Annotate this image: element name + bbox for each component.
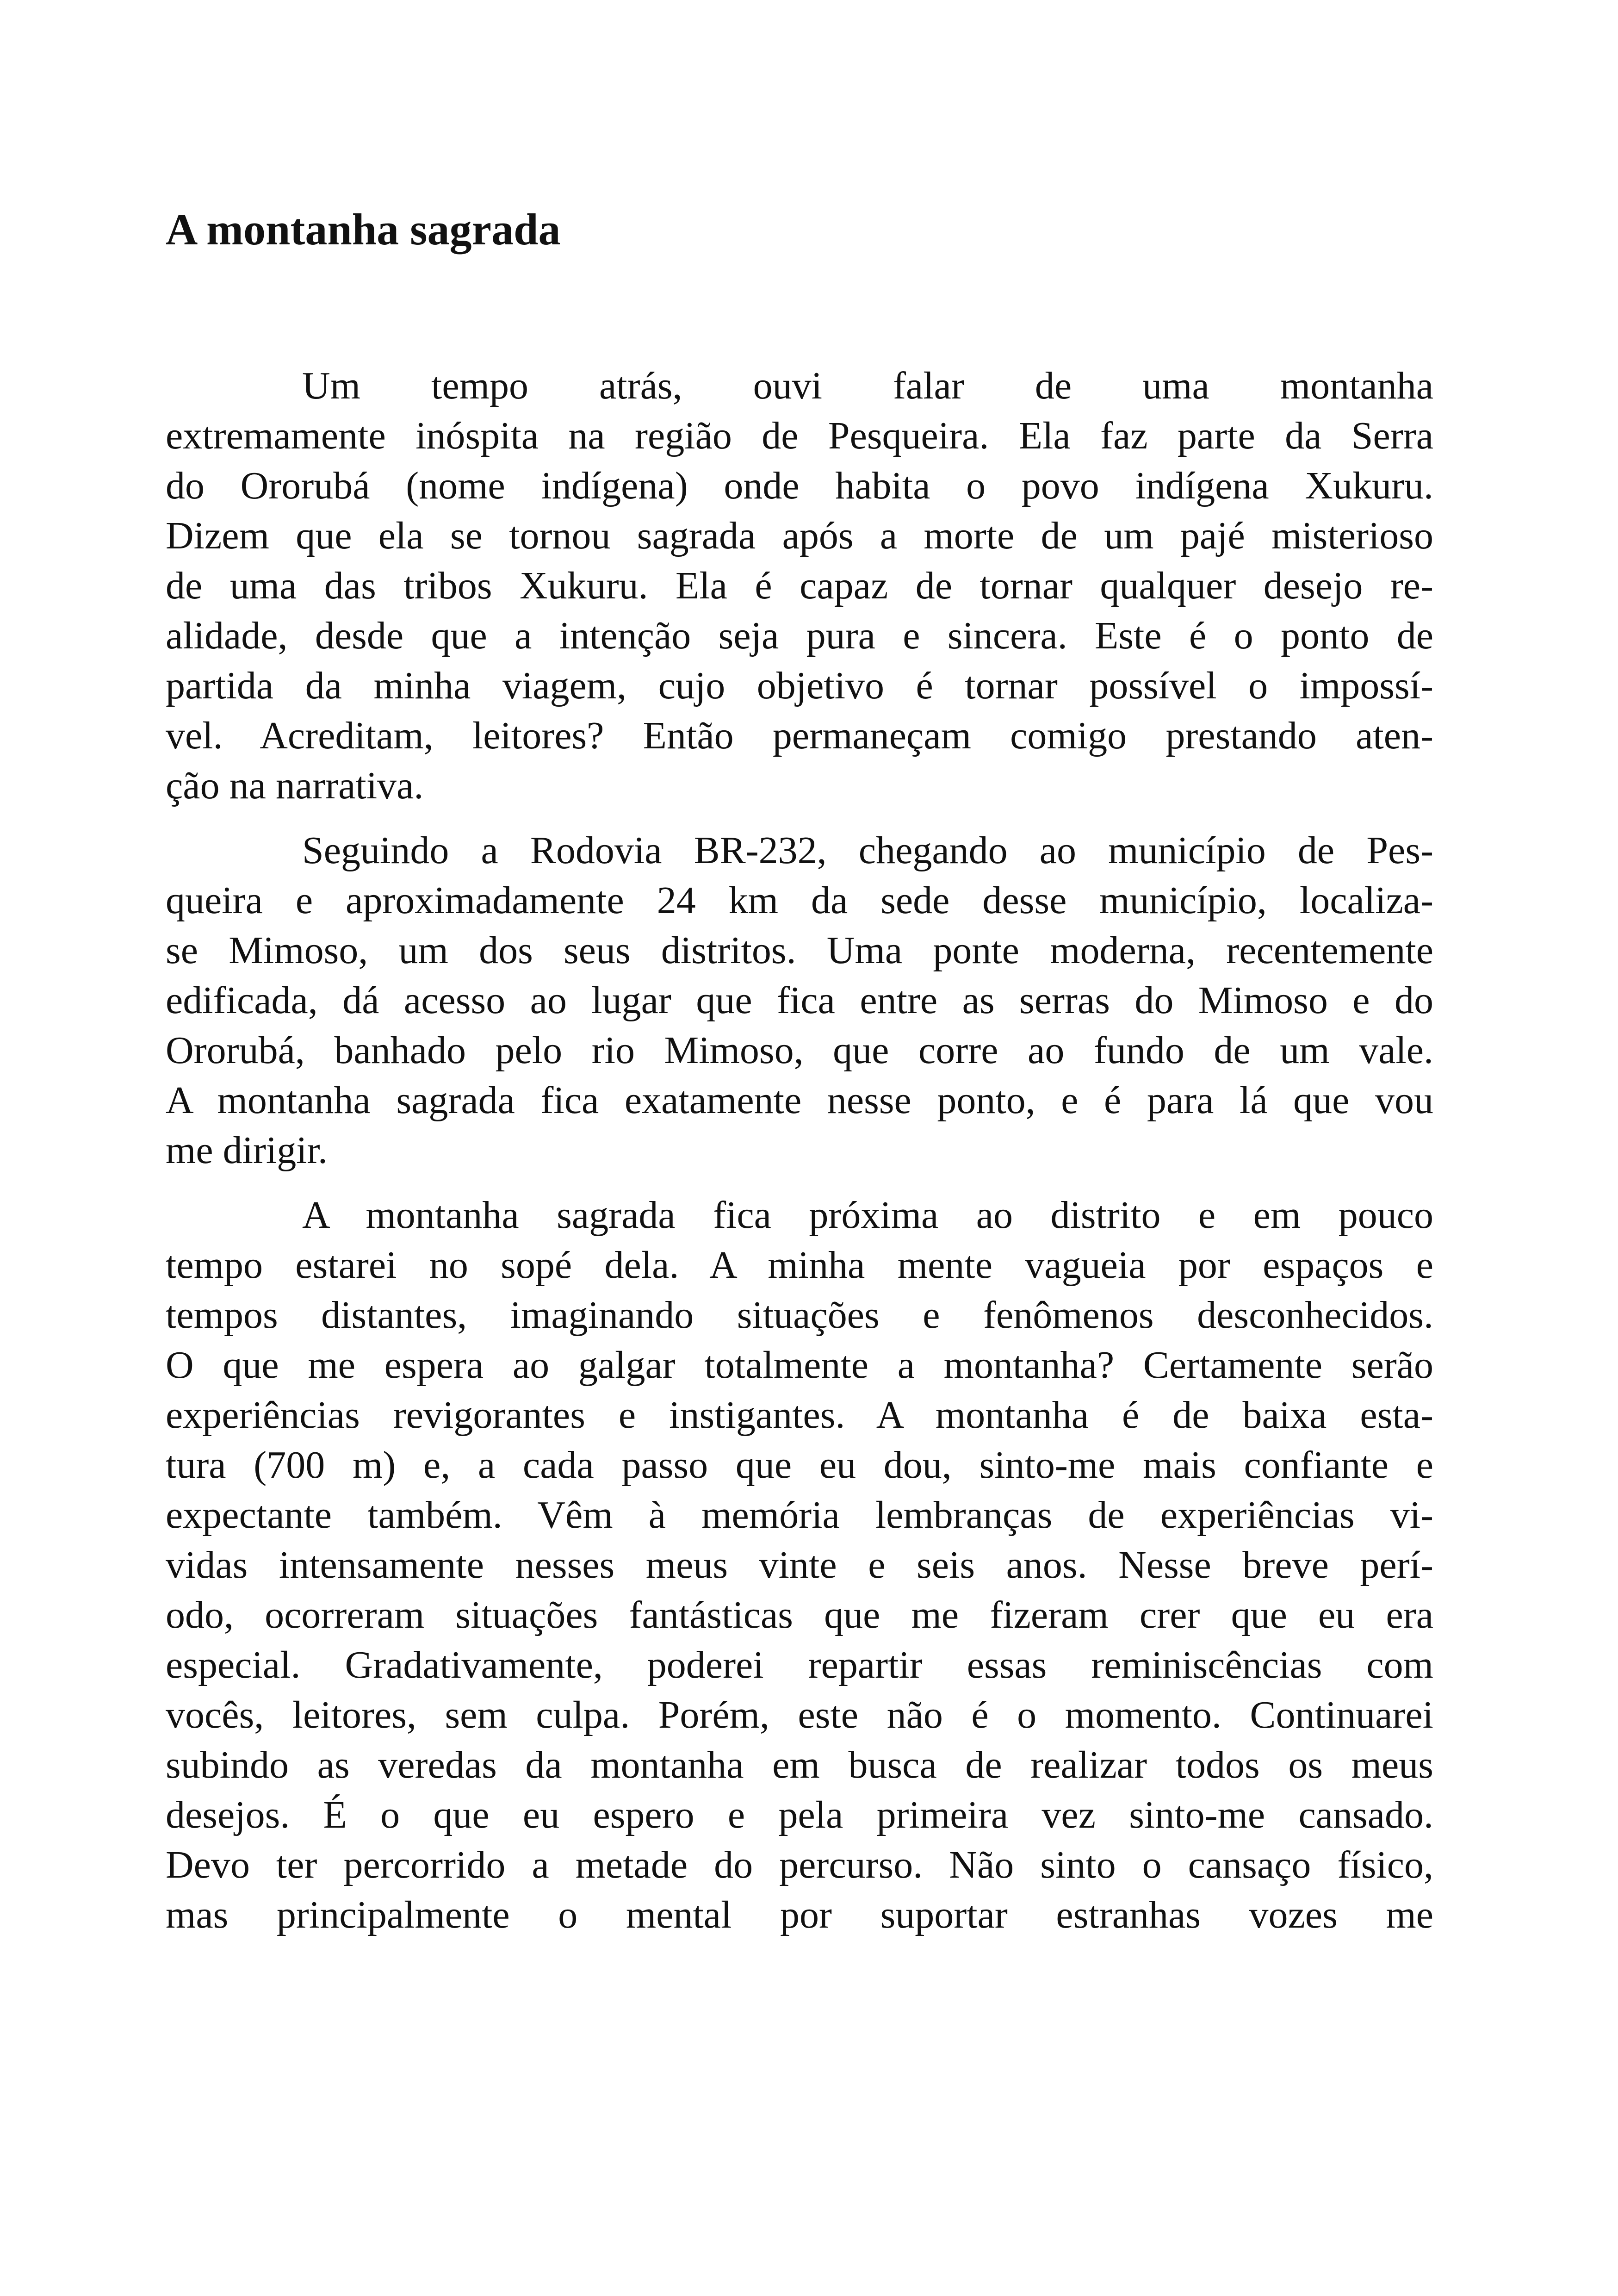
text-line: partida da minha viagem, cujo objetivo é tornar possível o impossí- [166, 664, 1433, 707]
paragraph-gap [166, 1176, 1433, 1190]
text-line: subindo as veredas da montanha em busca de realizar todos os meus [166, 1743, 1433, 1786]
text-line: Seguindo a Rodovia BR-232, chegando ao município de Pes- [302, 829, 1433, 872]
text-line: do Ororubá (nome indígena) onde habita o povo indígena Xukuru. [166, 464, 1433, 507]
book-page [166, 0, 1433, 2296]
text-line: mas principalmente o mental por suportar estranhas vozes me [166, 1893, 1433, 1936]
text-line: A montanha sagrada fica próxima ao distrito e em pouco [302, 1194, 1433, 1237]
text-line: me dirigir. [166, 1129, 328, 1172]
text-line: tempos distantes, imaginando situações e fenômenos desconhecidos. [166, 1294, 1433, 1337]
text-line: tura (700 m) e, a cada passo que eu dou, sinto-me mais confiante e [166, 1444, 1433, 1487]
text-line: extremamente inóspita na região de Pesqueira. Ela faz parte da Serra [166, 414, 1433, 457]
text-line: Um tempo atrás, ouvi falar de uma montanha [302, 364, 1433, 407]
text-line: tempo estarei no sopé dela. A minha mente vagueia por espaços e [166, 1244, 1433, 1287]
text-line: O que me espera ao galgar totalmente a montanha? Certamente serão [166, 1344, 1433, 1387]
paragraph-gap [166, 811, 1433, 826]
paragraph-2 [166, 826, 1433, 1176]
text-line: edificada, dá acesso ao lugar que fica entre as serras do Mimoso e do [166, 979, 1433, 1022]
text-line: A montanha sagrada fica exatamente nesse ponto, e é para lá que vou [166, 1079, 1433, 1122]
text-line: alidade, desde que a intenção seja pura e sincera. Este é o ponto de [166, 614, 1433, 657]
text-line: de uma das tribos Xukuru. Ela é capaz de tornar qualquer desejo re- [166, 564, 1433, 607]
chapter-body [166, 361, 1433, 1940]
text-line: vidas intensamente nesses meus vinte e seis anos. Nesse breve perí- [166, 1543, 1433, 1587]
text-line: ção na narrativa. [166, 764, 424, 807]
text-line: se Mimoso, um dos seus distritos. Uma ponte moderna, recentemente [166, 929, 1433, 972]
text-line: Ororubá, banhado pelo rio Mimoso, que corre ao fundo de um vale. [166, 1029, 1433, 1072]
paragraph-3 [166, 1190, 1433, 1940]
text-line: experiências revigorantes e instigantes. A montanha é de baixa esta- [166, 1394, 1433, 1437]
chapter-title: A montanha sagrada [166, 205, 561, 254]
text-line: Devo ter percorrido a metade do percurso. Não sinto o cansaço físico, [166, 1843, 1433, 1886]
text-line: vel. Acreditam, leitores? Então permaneçam comigo prestando aten- [166, 714, 1433, 757]
text-line: Dizem que ela se tornou sagrada após a morte de um pajé misterioso [166, 514, 1433, 557]
text-line: desejos. É o que eu espero e pela primeira vez sinto-me cansado. [166, 1793, 1433, 1836]
text-line: queira e aproximadamente 24 km da sede desse município, localiza- [166, 879, 1433, 922]
text-line: vocês, leitores, sem culpa. Porém, este não é o momento. Continuarei [166, 1693, 1433, 1736]
paragraph-1 [166, 361, 1433, 811]
text-line: odo, ocorreram situações fantásticas que me fizeram crer que eu era [166, 1593, 1433, 1636]
text-line: especial. Gradativamente, poderei repartir essas reminiscências com [166, 1643, 1433, 1686]
text-line: expectante também. Vêm à memória lembranças de experiências vi- [166, 1493, 1433, 1537]
